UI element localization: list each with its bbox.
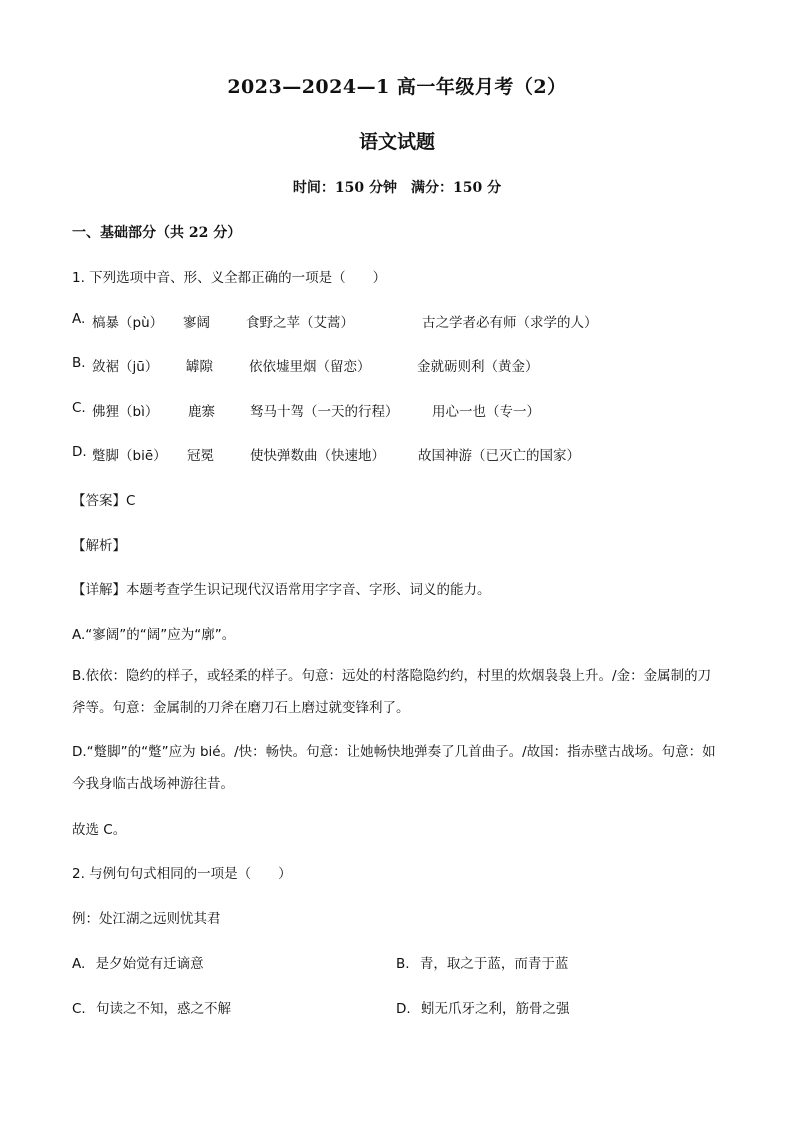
option-part: 驽马十驾（一天的行程） xyxy=(250,404,399,420)
q1-explain-a: A.“寥阔”的“阔”应为“廓”。 xyxy=(72,627,236,643)
option-part: 敛裾（jū） xyxy=(92,359,159,375)
option-text: 是夕始觉有迁谪意 xyxy=(95,956,204,972)
option-text: 蚓无爪牙之利，筋骨之强 xyxy=(420,1001,570,1017)
option-part: 古之学者必有师（求学的人） xyxy=(422,315,598,331)
q1-explain-d: D.“蹩脚”的“蹩”应为 bié。/快：畅快。句意：让她畅快地弹奏了几首曲子。/故国：指赤壁古战场。句意：如今我身临古战场神游往昔。 xyxy=(72,744,716,792)
q1-option-d xyxy=(72,444,724,464)
option-text: 青，取之于蓝，而青于蓝 xyxy=(419,956,569,972)
q1-option-c xyxy=(72,400,724,420)
q1-analysis-heading: 【解析】 xyxy=(72,538,126,554)
option-part: 依依墟里烟（留恋） xyxy=(249,359,371,375)
question-1-stem: 1. 下列选项中音、形、义全都正确的一项是（ ） xyxy=(72,270,387,286)
option-part: 蹩脚（biē） xyxy=(92,448,167,464)
option-part: 罅隙 xyxy=(186,359,213,375)
section-heading: 一、基础部分（共 22 分） xyxy=(72,225,242,241)
option-label: A. xyxy=(72,311,86,327)
option-label: A. xyxy=(72,956,86,972)
q1-option-b xyxy=(72,355,724,375)
option-part: 食野之苹（艾蒿） xyxy=(246,315,354,331)
option-part: 金就砺则利（黄金） xyxy=(417,359,539,375)
subject-title: 语文试题 xyxy=(358,131,435,153)
option-label: D. xyxy=(72,444,87,460)
option-part: 用心一也（专一） xyxy=(432,404,540,420)
q1-answer: 【答案】C xyxy=(72,493,136,509)
option-part: 鹿寨 xyxy=(188,404,215,420)
option-label: B. xyxy=(72,355,86,371)
q1-conclusion: 故选 C。 xyxy=(72,822,127,838)
option-part: 寥阔 xyxy=(183,315,210,331)
option-label: B. xyxy=(396,956,410,972)
q2-option-b xyxy=(396,952,568,972)
option-part: 冠冕 xyxy=(187,448,214,464)
option-part: 槁暴（pù） xyxy=(92,315,164,331)
option-text: 句读之不知，惑之不解 xyxy=(96,1001,232,1017)
option-part: 使快弹数曲（快速地） xyxy=(250,448,385,464)
q1-option-a xyxy=(72,311,724,331)
q1-explain-b: B.依依：隐约的样子，或轻柔的样子。句意：远处的村落隐隐约约，村里的炊烟袅袅上升。/金：金属制的刀斧等。句意：金属制的刀斧在磨刀石上磨过就变锋利了。 xyxy=(72,668,712,716)
option-part: 佛狸（bì） xyxy=(92,404,159,420)
q1-detail: 【详解】本题考查学生识记现代汉语常用字字音、字形、词义的能力。 xyxy=(72,582,491,598)
q2-option-a xyxy=(72,952,204,972)
option-label: C. xyxy=(72,400,86,416)
question-2-stem: 2. 与例句句式相同的一项是（ ） xyxy=(72,866,292,882)
exam-meta: 时间：150 分钟 满分：150 分 xyxy=(292,180,502,196)
q2-example: 例：处江湖之远则忧其君 xyxy=(72,911,221,927)
option-label: C. xyxy=(72,1001,86,1017)
option-part: 故国神游（已灭亡的国家） xyxy=(418,448,580,464)
option-label: D. xyxy=(396,1001,411,1017)
q2-option-d xyxy=(396,997,569,1017)
page-title: 2023—2024—1 高一年级月考（2） xyxy=(227,76,567,98)
q2-option-c xyxy=(72,997,231,1017)
